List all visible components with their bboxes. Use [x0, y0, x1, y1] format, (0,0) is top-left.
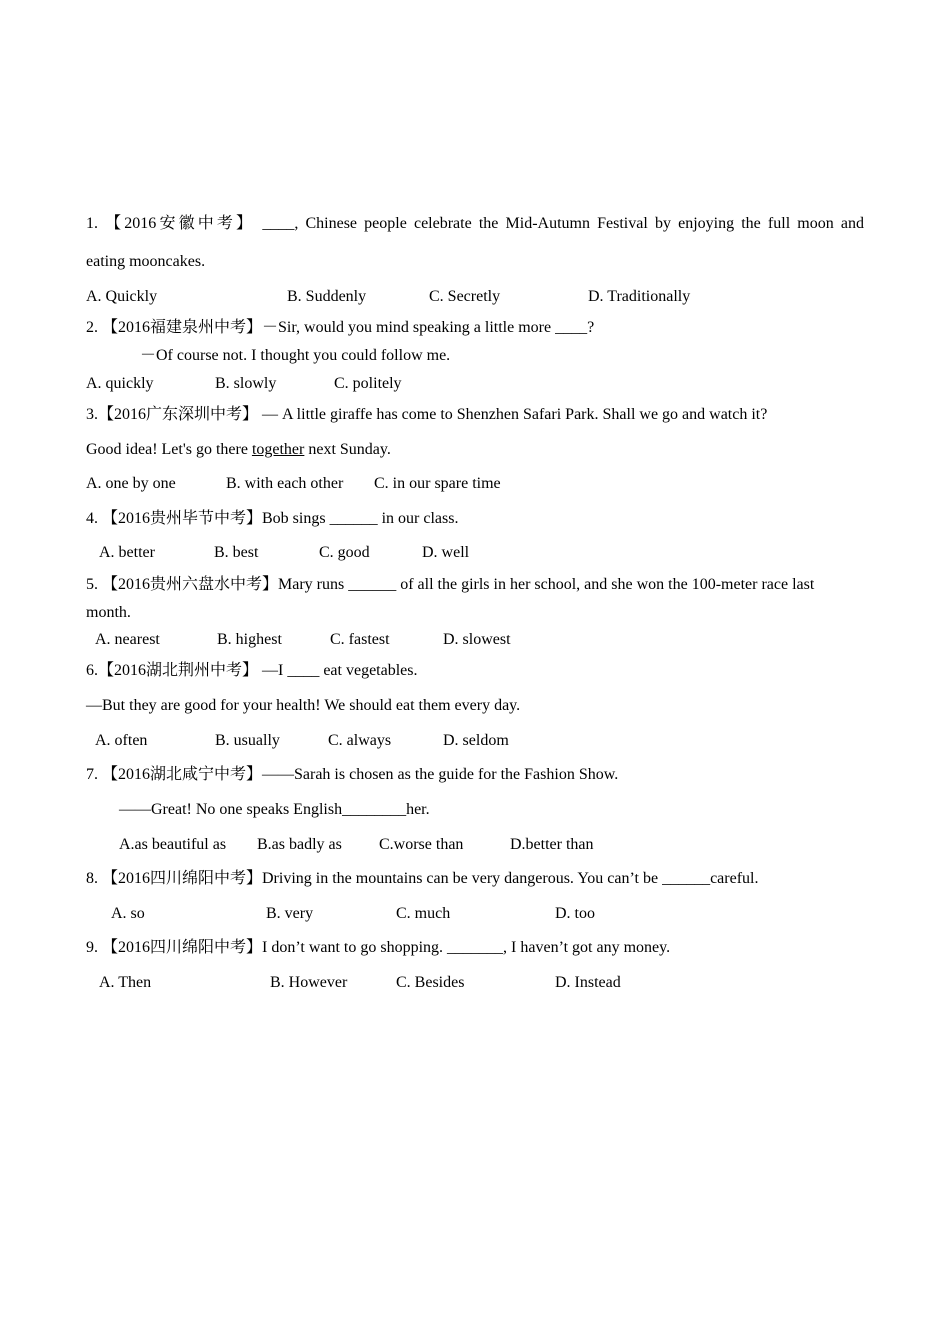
- q8-option-b: B. very: [266, 905, 314, 922]
- q4-option-a: A. better: [99, 544, 155, 561]
- q7-stem-cont: ——Great! No one speaks English________her.: [119, 801, 430, 818]
- q6-option-c: C. always: [328, 732, 392, 749]
- q1-option-b: B. Suddenly: [287, 288, 367, 305]
- q8-option-a: A. so: [111, 905, 145, 922]
- q8-option-d: D. too: [555, 905, 595, 922]
- q7-option-b: B.as badly as: [257, 836, 342, 853]
- q6-option-d: D. seldom: [443, 732, 509, 749]
- q9-option-b: B. However: [270, 974, 348, 991]
- q4-option-c: C. good: [319, 544, 370, 561]
- q5-stem: 5. 【2016贵州六盘水中考】Mary runs ______ of all the girls in her school, and she won the 100-meter race last: [86, 576, 815, 593]
- q5-stem-cont: month.: [86, 604, 131, 621]
- q5-option-b: B. highest: [217, 631, 282, 648]
- q6-stem: 6.【2016湖北荆州中考】 —I ____ eat vegetables.: [86, 662, 418, 679]
- q7-option-c: C.worse than: [379, 836, 464, 853]
- q9-option-d: D. Instead: [555, 974, 621, 991]
- q3-text-pre: Good idea! Let's go there: [86, 441, 252, 458]
- q1-option-d: D. Traditionally: [588, 288, 691, 305]
- q9-option-c: C. Besides: [396, 974, 465, 991]
- q3-text-post: next Sunday.: [304, 441, 391, 458]
- q6-option-b: B. usually: [215, 732, 280, 749]
- q3-stem: 3.【2016广东深圳中考】 — A little giraffe has come to Shenzhen Safari Park. Shall we go and watch it?: [86, 406, 768, 423]
- q5-option-d: D. slowest: [443, 631, 511, 648]
- q7-stem: 7. 【2016湖北咸宁中考】——Sarah is chosen as the guide for the Fashion Show.: [86, 766, 619, 783]
- q7-option-a: A.as beautiful as: [119, 836, 227, 853]
- q8-stem: 8. 【2016四川绵阳中考】Driving in the mountains can be very dangerous. You can’t be ______careful.: [86, 870, 759, 887]
- q3-stem-cont: [86, 440, 391, 460]
- q2-stem-cont: －Of course not. I thought you could follow me.: [140, 347, 451, 364]
- q6-option-a: A. often: [95, 732, 148, 749]
- q9-stem: 9. 【2016四川绵阳中考】I don’t want to go shopping. _______, I haven’t got any money.: [86, 939, 671, 956]
- q3-option-c: C. in our spare time: [374, 475, 501, 492]
- q2-option-b: B. slowly: [215, 375, 277, 392]
- q4-option-b: B. best: [214, 544, 259, 561]
- q4-option-d: D. well: [422, 544, 470, 561]
- q1-option-c: C. Secretly: [429, 288, 501, 305]
- q1-stem: 1. 【2016安徽中考】 ____, Chinese people celebrate the Mid-Autumn Festival by enjoying the full moon and: [86, 215, 864, 232]
- q7-option-d: D.better than: [510, 836, 594, 853]
- q5-option-a: A. nearest: [95, 631, 160, 648]
- q3-option-b: B. with each other: [226, 475, 344, 492]
- q2-option-c: C. politely: [334, 375, 402, 392]
- q1-option-a: A. Quickly: [86, 288, 158, 305]
- q1-stem-cont: eating mooncakes.: [86, 253, 206, 270]
- q8-option-c: C. much: [396, 905, 451, 922]
- q4-stem: 4. 【2016贵州毕节中考】Bob sings ______ in our class.: [86, 510, 459, 527]
- q2-option-a: A. quickly: [86, 375, 154, 392]
- q5-option-c: C. fastest: [330, 631, 390, 648]
- q6-stem-cont: —But they are good for your health! We should eat them every day.: [86, 697, 521, 714]
- q9-option-a: A. Then: [99, 974, 152, 991]
- q3-underlined-word: together: [251, 441, 305, 458]
- q3-option-a: A. one by one: [86, 475, 176, 492]
- q2-stem: 2. 【2016福建泉州中考】－Sir, would you mind speaking a little more ____?: [86, 319, 595, 336]
